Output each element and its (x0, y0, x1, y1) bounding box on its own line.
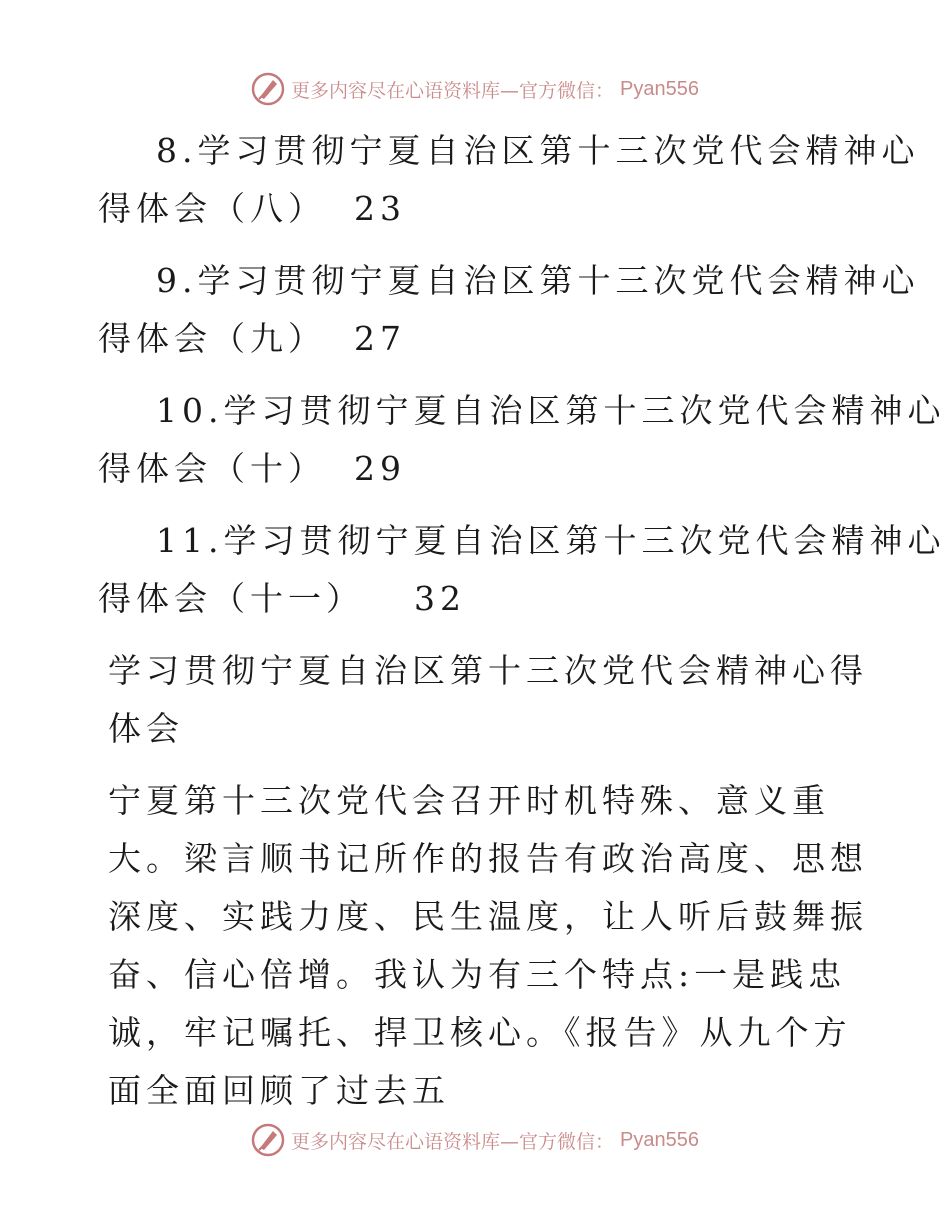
watermark-wechat-id: Pyan556 (620, 77, 699, 100)
watermark-header (0, 72, 950, 106)
toc-entry-title-cont: 得体会（十） (98, 449, 326, 488)
toc-entry (98, 252, 920, 368)
watermark-text: 更多内容尽在心语资料库—官方微信： (291, 1130, 615, 1153)
toc-entry (98, 122, 920, 238)
toc-entry-title: 8.学习贯彻宁夏自治区第十三次党代会精神心 (156, 131, 920, 170)
watermark-text: 更多内容尽在心语资料库—官方微信： (291, 79, 615, 102)
toc-entry (98, 512, 946, 628)
toc-page-number: 32 (414, 579, 466, 618)
toc-entry-title: 10.学习贯彻宁夏自治区第十三次党代会精神心 (156, 391, 946, 430)
toc-entry-title-cont: 得体会（十一） (98, 579, 364, 618)
toc-entry-title: 11.学习贯彻宁夏自治区第十三次党代会精神心 (156, 521, 946, 560)
article-paragraph: 宁夏第十三次党代会召开时机特殊、意义重大。梁言顺书记所作的报告有政治高度、思想深度、实践力度、民生温度，让人听后鼓舞振奋、信心倍增。我认为有三个特点:一是践忠诚，牢记嘱托、捍卫核心。《报告》从九个方面全面回顾了过去五 (108, 781, 868, 1110)
feather-pen-icon (251, 1123, 285, 1157)
article-title: 学习贯彻宁夏自治区第十三次党代会精神心得体会 (108, 651, 868, 748)
document-body (98, 122, 946, 1120)
watermark-footer (0, 1123, 950, 1157)
toc-entry-title-cont: 得体会（八） (98, 189, 326, 228)
toc-entry-title: 9.学习贯彻宁夏自治区第十三次党代会精神心 (156, 261, 920, 300)
toc-page-number: 29 (354, 449, 406, 488)
toc-entry-title-cont: 得体会（九） (98, 319, 326, 358)
toc-page-number: 23 (354, 189, 406, 228)
feather-pen-icon (251, 72, 285, 106)
toc-entry (98, 382, 946, 498)
toc-page-number: 27 (354, 319, 406, 358)
watermark-wechat-id: Pyan556 (620, 1128, 699, 1151)
